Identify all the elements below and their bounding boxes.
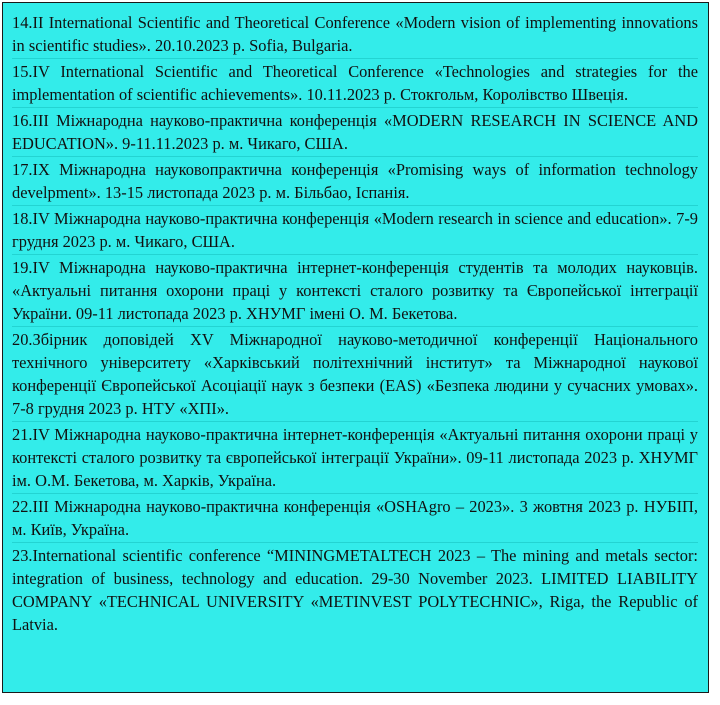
conference-entry-19: 19.IV Міжнародна науково-практична інтернет-конференція студентів та молодих науковців. «Актуальні питання охорони праці у контексті сталого розвитку та Європейської інтеграції України. 09-11 листопада 2023 р. ХНУМГ імені О. М. Бекетова. — [12, 256, 698, 327]
conference-entry-21: 21.IV Міжнародна науково-практична інтернет-конференція «Актуальні питання охорони праці у контексті сталого розвитку та європейської інтеграції України». 09-11 листопада 2023 р. ХНУМГ ім. О.М. Бекетова, м. Харків, Україна. — [12, 423, 698, 494]
conference-entry-15: 15.IV International Scientific and Theoretical Conference «Technologies and strategies for the implementation of scientific achievements». 10.11.2023 р. Стокгольм, Королівство Швеція. — [12, 60, 698, 108]
conference-entry-22: 22.III Міжнародна науково-практична конференція «OSHAgro – 2023». 3 жовтня 2023 р. НУБІП, м. Київ, Україна. — [12, 495, 698, 543]
conference-entry-14: 14.II International Scientific and Theoretical Conference «Modern vision of implementing innovations in scientific studies». 20.10.2023 p. Sofia, Bulgaria. — [12, 11, 698, 59]
conference-entry-17: 17.IX Міжнародна науковопрактична конференція «Promising ways of information technology develpment». 13-15 листопада 2023 р. м. Більбао, Іспанія. — [12, 158, 698, 206]
conference-entry-23: 23.International scientific conference “MININGMETALTECH 2023 – The mining and metals sector: integration of business, technology and education. 29-30 November 2023. LIMITED LIABILITY COMPANY «TECHNICAL UNIVERSITY «METINVEST POLYTECHNIC», Riga, the Republic of Latvia. — [12, 546, 698, 634]
conference-entry-18: 18.IV Міжнародна науково-практична конференція «Modern research in science and education». 7-9 грудня 2023 р. м. Чикаго, США. — [12, 207, 698, 255]
conference-list-panel — [2, 2, 709, 693]
conference-entry-16: 16.III Міжнародна науково-практична конференція «MODERN RESEARCH IN SCIENCE AND EDUCATION». 9-11.11.2023 р. м. Чикаго, США. — [12, 109, 698, 157]
conference-entry-20: 20.Збірник доповідей XV Міжнародної науково-методичної конференції Національного технічного університету «Харківський політехнічний інститут» та Міжнародної наукової конференції Європейської Асоціації наук з безпеки (EAS) «Безпека людини у сучасних умовах». 7-8 грудня 2023 р. НТУ «ХПІ». — [12, 328, 698, 422]
